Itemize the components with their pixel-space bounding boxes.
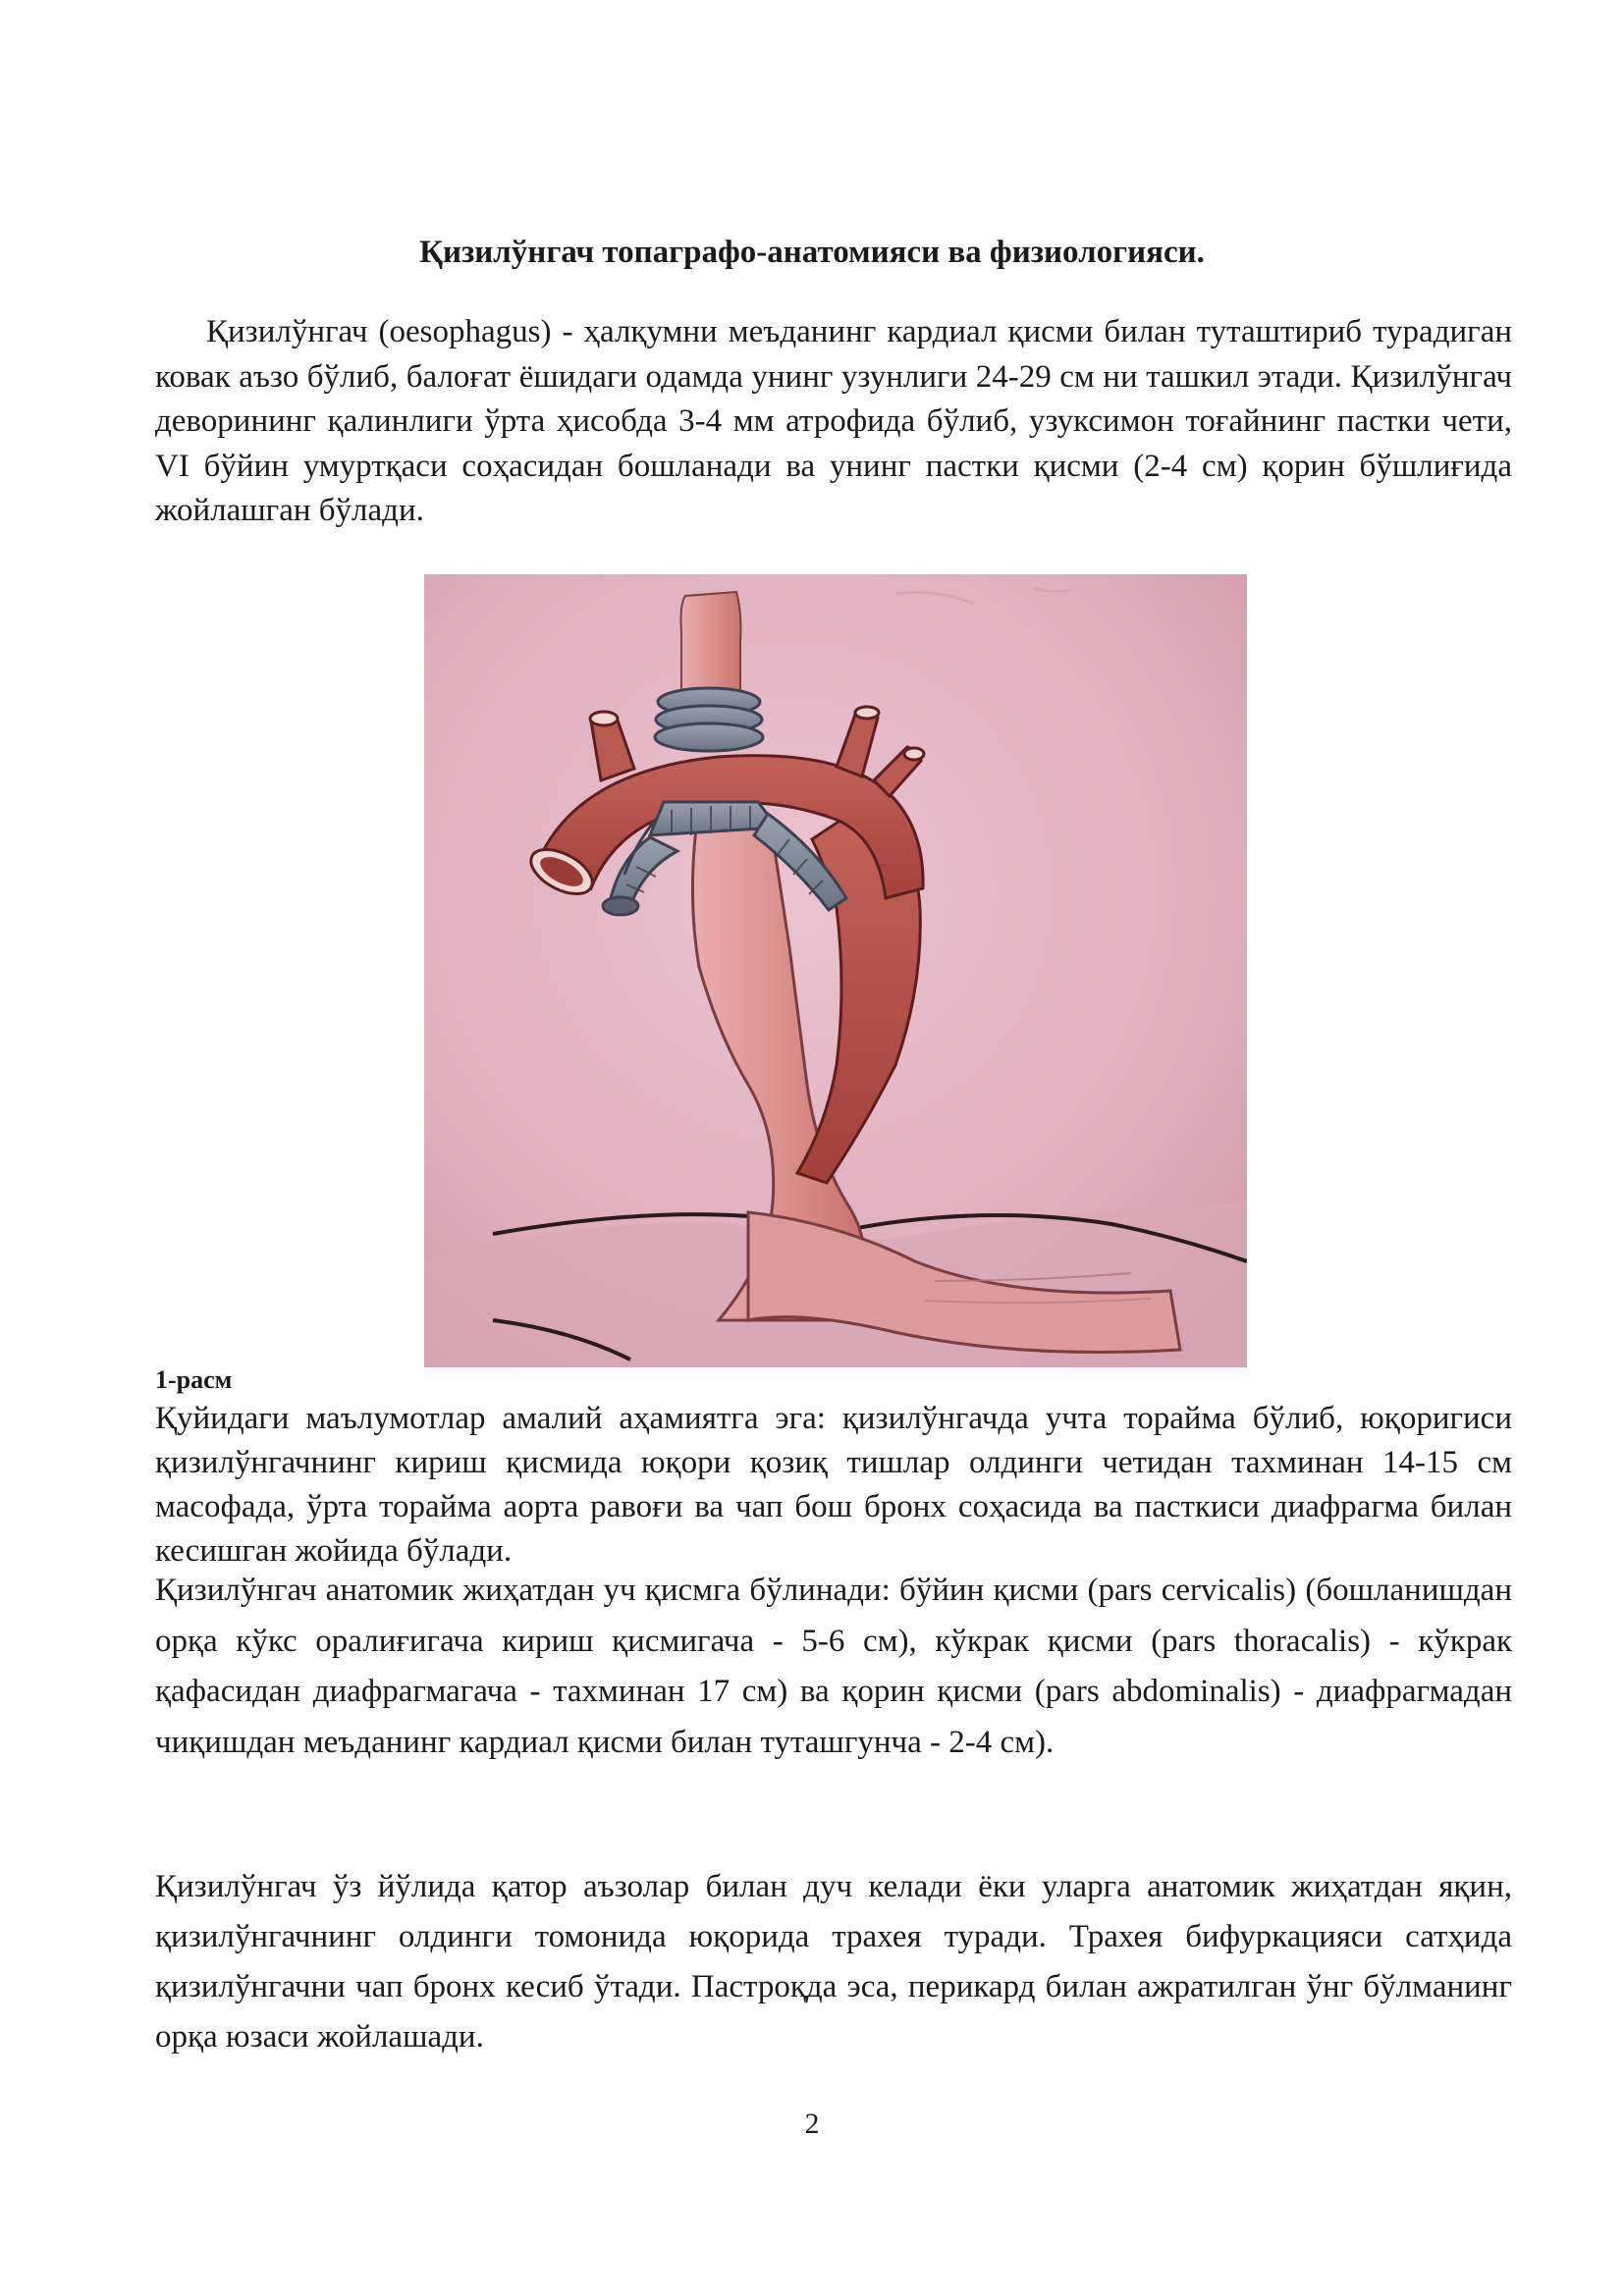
esophagus-illustration	[424, 574, 1247, 1367]
anatomy-figure	[424, 574, 1247, 1367]
trachea-rings-upper	[655, 688, 763, 751]
figure-caption: 1-расм	[155, 1365, 233, 1394]
paragraph-relations: Қизилўнгач ўз йўлида қатор аъзолар билан дуч келади ёки уларга анатомик жиҳатдан яқин, қизилўнгачнинг олдинги томонида юқорида трахея туради. Трахея бифуркацияси сатҳида қизилўнгачни чап бронх кесиб ўтади. Пастроқда эса, перикард билан ажратилган ўнг бўлманинг орқа юзаси жойлашади.	[155, 1869, 1512, 2055]
esophagus-cervical	[681, 592, 741, 692]
paragraph-intro: Қизилўнгач (oesophagus) - ҳалқумни меъданинг кардиал қисми билан туташтириб турадиган ковак аъзо бўлиб, балоғат ёшидаги одамда унинг узунлиги 24-29 см ни ташкил этади. Қизилўнгач деворининг қалинлиги ўрта ҳисобда 3-4 мм атрофида бўлиб, узуксимон тоғайнинг пастки чети, VI бўйин умуртқаси соҳасидан бошланади ва унинг пастки қисми (2-4 см) қорин бўшлиғида жойлашган бўлади.	[155, 314, 1512, 528]
page-number: 2	[804, 2108, 820, 2140]
paragraph-narrowings: Қуйидаги маълумотлар амалий аҳамиятга эга: қизилўнгачда учта торайма бўлиб, юқоригиси қизилўнгачнинг кириш қисмида юқори қозиқ тишлар олдинги четидан тахминан 14-15 см масофада, ўрта торайма аорта равоғи ва чап бош бронх соҳасида ва пасткиси диафрагма билан кесишган жойида бўлади.	[155, 1401, 1512, 1569]
page-title: Қизилўнгач топаграфо-анатомияси ва физиологияси.	[419, 235, 1205, 270]
paragraph-parts: Қизилўнгач анатомик жиҳатдан уч қисмга бўлинади: бўйин қисми (pars cervicalis) (бошланишдан орқа кўкс оралиғигача кириш қисмигача - 5-6 см), кўкрак қисми (pars thoracalis) - кўкрак қафасидан диафрагмагача - тахминан 17 см) ва қорин қисми (pars abdominalis) - диафрагмадан чиқишдан меъданинг кардиал қисми билан туташгунча - 2-4 см).	[155, 1573, 1512, 1760]
